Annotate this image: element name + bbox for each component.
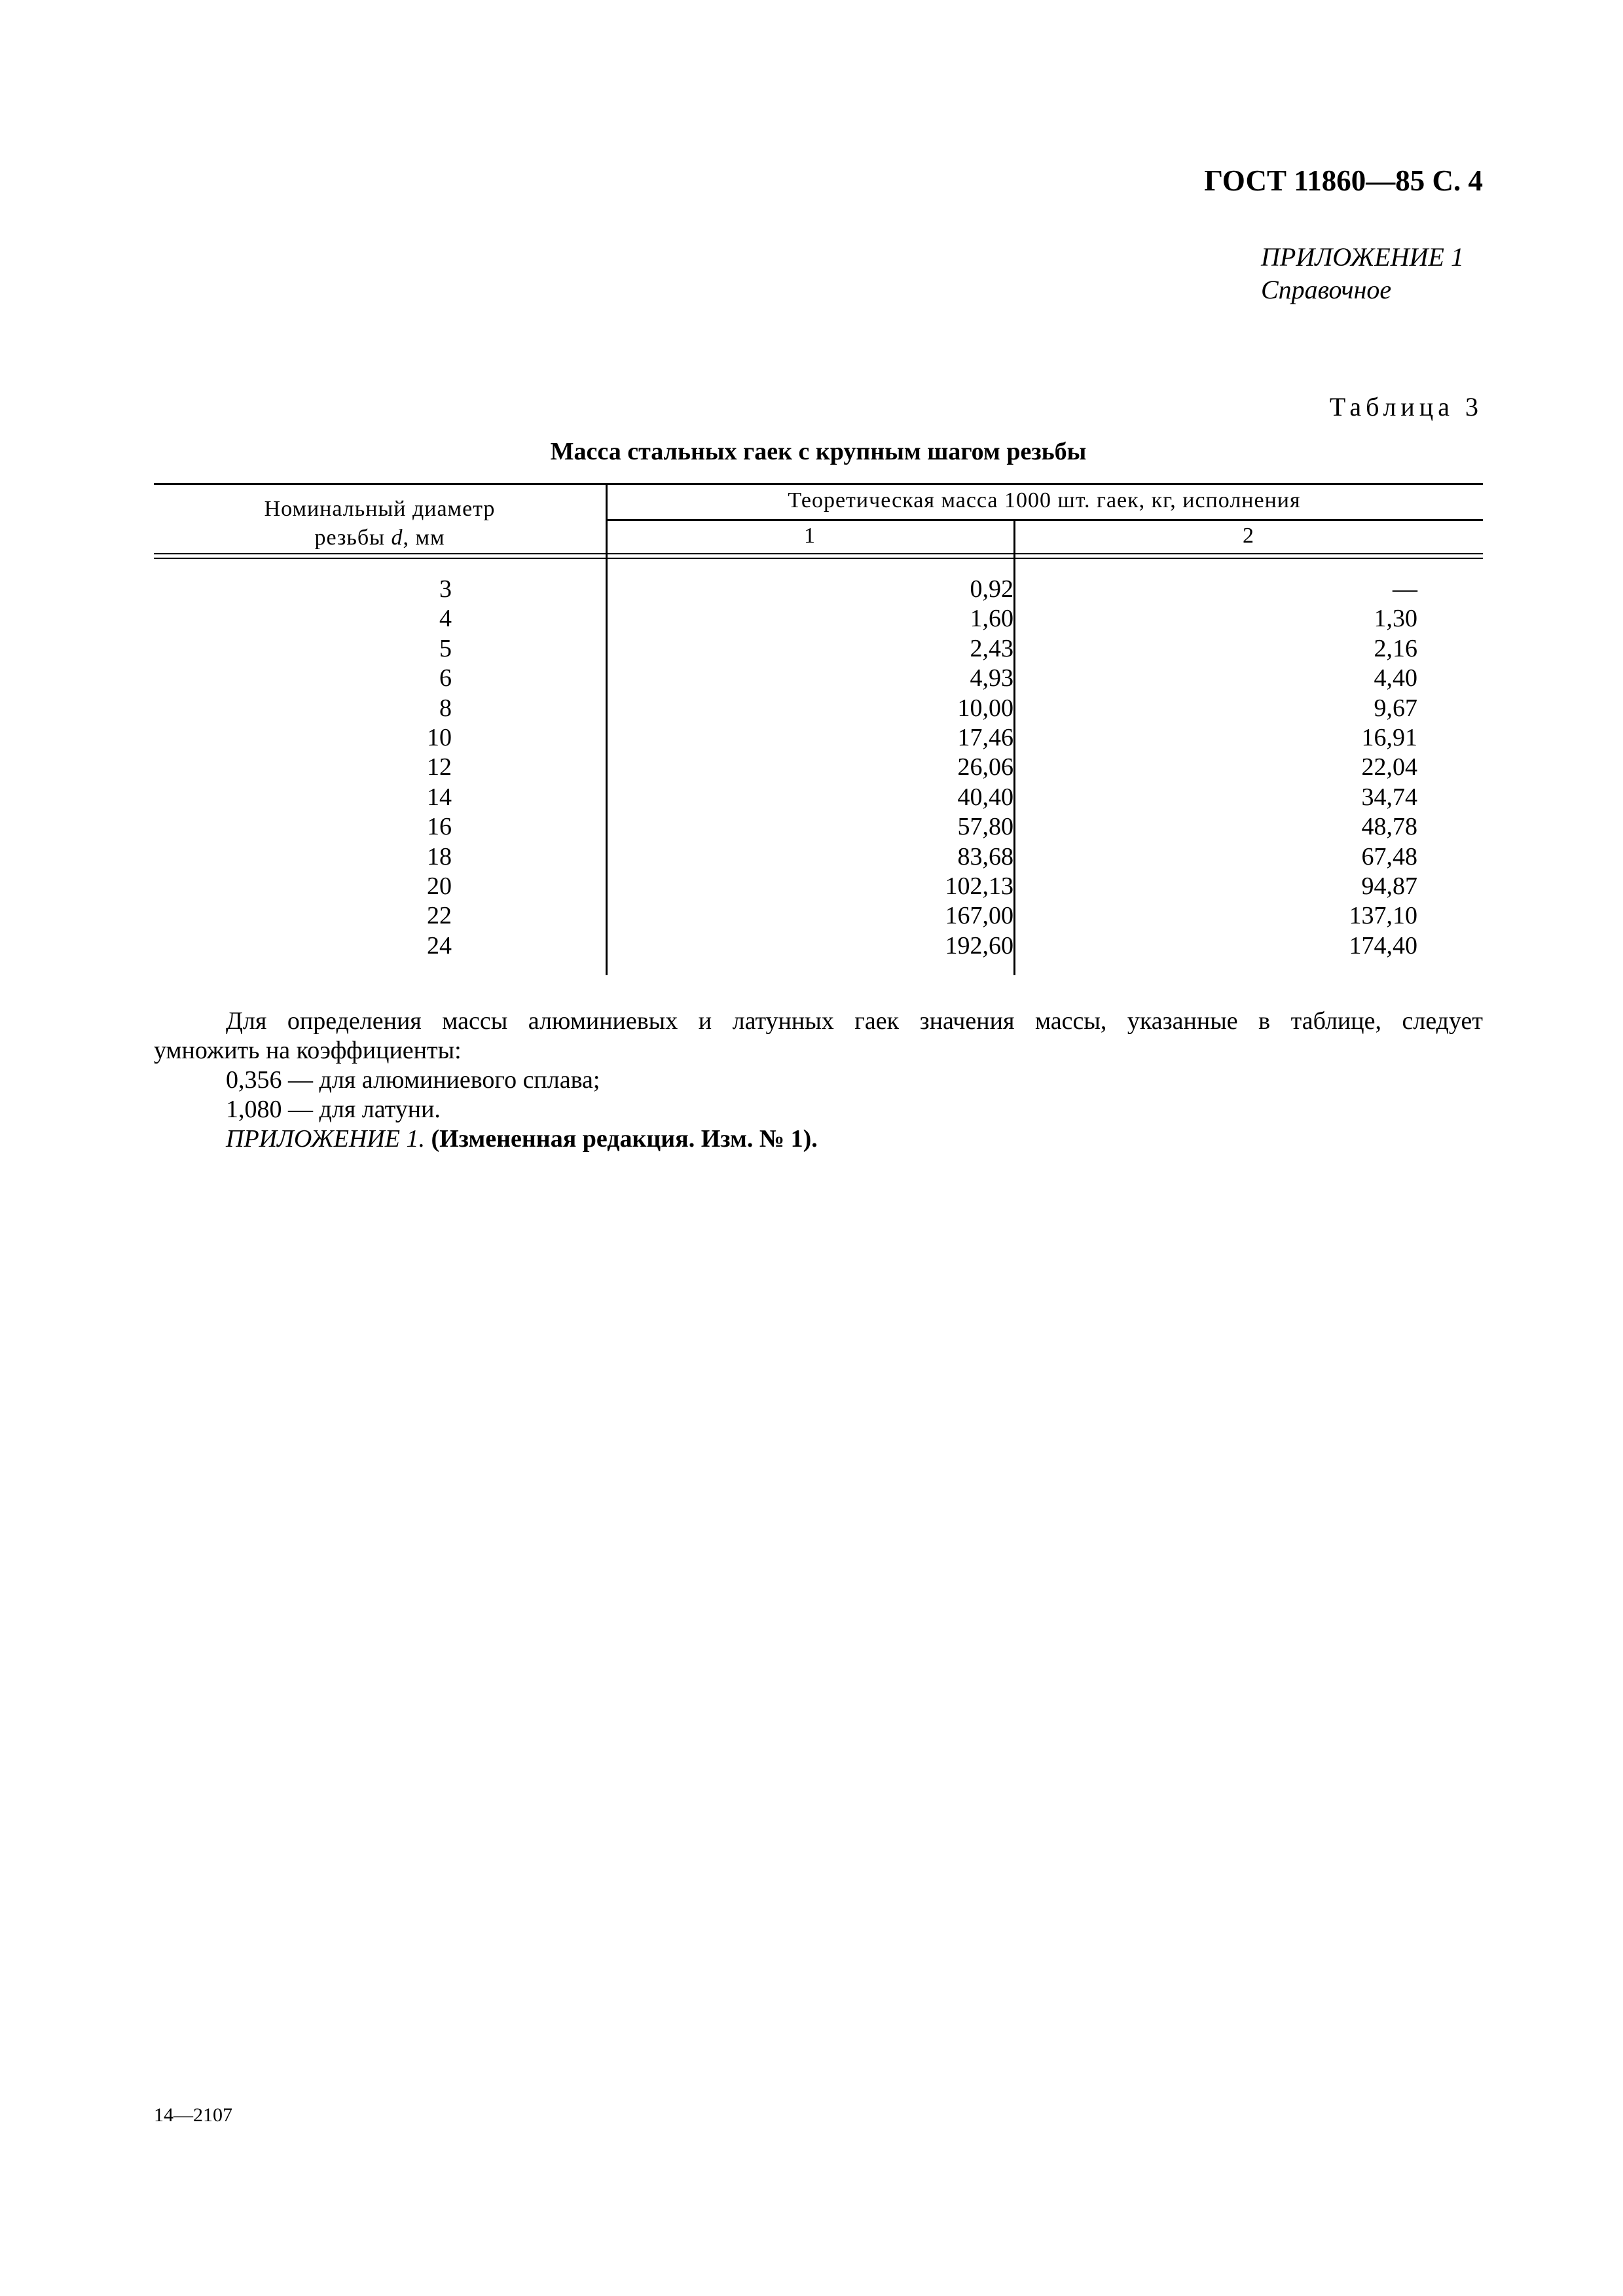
header-bottom-rule-2	[154, 558, 1483, 559]
cell-variant-2: 94,87	[1361, 872, 1417, 900]
col-header-diameter-line1: Номинальный диаметр	[264, 497, 496, 521]
col-header-diameter-suffix: , мм	[403, 526, 445, 550]
mass-header-rule	[606, 519, 1483, 521]
cell-diameter: 10	[427, 723, 452, 751]
note-coef-aluminium: 0,356 — для алюминиевого сплава;	[226, 1066, 600, 1094]
cell-diameter: 16	[427, 813, 452, 841]
cell-variant-1: 0,92	[970, 575, 1013, 603]
column-variant-2	[1001, 575, 1417, 961]
cell-diameter: 22	[427, 902, 452, 930]
cell-variant-2: 67,48	[1361, 842, 1417, 870]
cell-diameter: 3	[439, 575, 452, 603]
note-revision	[154, 1124, 1483, 1154]
cell-variant-1: 1,60	[970, 605, 1013, 633]
cell-diameter: 24	[427, 931, 452, 960]
note-paragraph-line2: умножить на коэффициенты:	[154, 1037, 462, 1064]
cell-variant-1: 83,68	[957, 842, 1013, 870]
table-title: Масса стальных гаек с крупным шагом резьбы	[550, 438, 1087, 465]
col-header-variant-1: 1	[804, 524, 815, 548]
cell-diameter: 5	[439, 634, 452, 662]
table-top-rule	[154, 483, 1483, 485]
cell-variant-2: 137,10	[1349, 902, 1417, 930]
col-header-variant-2: 2	[1243, 524, 1254, 548]
cell-variant-1: 10,00	[957, 694, 1013, 722]
cell-variant-2: —	[1393, 575, 1417, 603]
cell-variant-1: 17,46	[957, 723, 1013, 751]
col-header-diameter-line2	[154, 524, 606, 552]
cell-diameter: 6	[439, 664, 452, 692]
cell-variant-2: 1,30	[1374, 605, 1417, 633]
cell-variant-2: 16,91	[1361, 723, 1417, 751]
cell-variant-1: 102,13	[945, 872, 1013, 900]
column-diameter	[154, 575, 452, 961]
footer-code: 14—2107	[154, 2104, 232, 2126]
appendix-number: ПРИЛОЖЕНИЕ 1	[1261, 242, 1464, 272]
revision-appendix-ref: ПРИЛОЖЕНИЕ 1.	[226, 1125, 425, 1153]
col-header-diameter-symbol: d	[391, 526, 403, 550]
cell-variant-1: 2,43	[970, 634, 1013, 662]
appendix-type: Справочное	[1261, 275, 1392, 304]
cell-variant-1: 57,80	[957, 813, 1013, 841]
cell-diameter: 20	[427, 872, 452, 900]
table-number: Таблица 3	[1329, 392, 1483, 422]
header-bottom-rule-1	[154, 553, 1483, 554]
cell-variant-2: 34,74	[1361, 783, 1417, 811]
col-header-diameter-prefix: резьбы	[314, 526, 392, 550]
cell-variant-1: 167,00	[945, 902, 1013, 930]
cell-diameter: 4	[439, 605, 452, 633]
cell-variant-1: 40,40	[957, 783, 1013, 811]
column-variant-1	[589, 575, 1013, 961]
cell-variant-2: 4,40	[1374, 664, 1417, 692]
cell-diameter: 12	[427, 753, 452, 781]
cell-variant-1: 192,60	[945, 931, 1013, 960]
cell-diameter: 18	[427, 842, 452, 870]
cell-variant-2: 48,78	[1361, 813, 1417, 841]
notes-block	[154, 1007, 1483, 1154]
cell-variant-2: 2,16	[1374, 634, 1417, 662]
revision-text: (Измененная редакция. Изм. № 1).	[424, 1125, 818, 1153]
page-header: ГОСТ 11860—85 С. 4	[1204, 164, 1483, 197]
cell-diameter: 8	[439, 694, 452, 722]
cell-variant-2: 174,40	[1349, 931, 1417, 960]
cell-variant-2: 9,67	[1374, 694, 1417, 722]
appendix-label-block	[1261, 241, 1601, 306]
mass-table	[154, 483, 1483, 980]
cell-variant-1: 26,06	[957, 753, 1013, 781]
col-header-mass: Теоретическая масса 1000 шт. гаек, кг, исполнения	[788, 488, 1301, 512]
cell-variant-1: 4,93	[970, 664, 1013, 692]
cell-variant-2: 22,04	[1361, 753, 1417, 781]
cell-diameter: 14	[427, 783, 452, 811]
note-paragraph-line1: Для определения массы алюминиевых и латунных гаек значения массы, указанные в таблице, следует	[226, 1007, 1483, 1035]
note-coef-brass: 1,080 — для латуни.	[226, 1096, 441, 1123]
col-header-diameter	[154, 495, 606, 552]
